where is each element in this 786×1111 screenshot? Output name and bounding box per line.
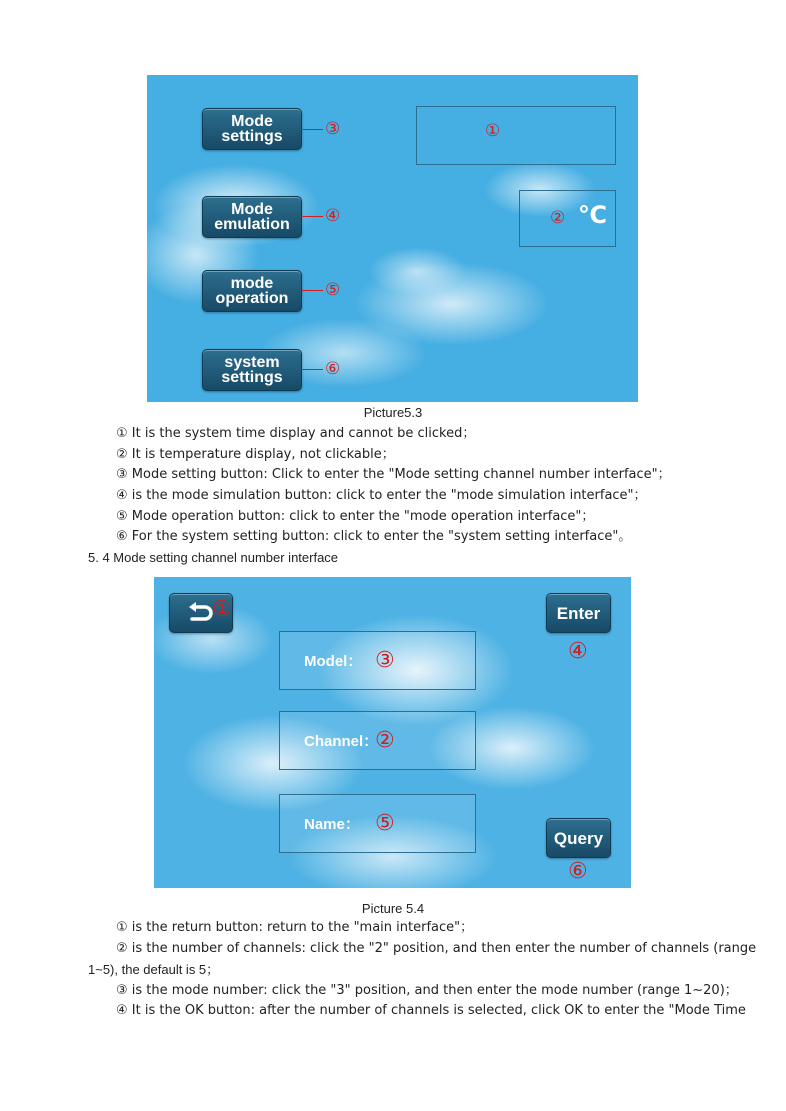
section-heading: 5. 4 Mode setting channel number interface xyxy=(88,550,339,565)
name-field[interactable] xyxy=(279,794,476,853)
annotation-marker-2: ② xyxy=(375,728,395,753)
annotation-marker-1: ① xyxy=(212,597,232,622)
list-item: ④ It is the OK button: after the number of channels is selected, click OK to enter the "Mode Time xyxy=(116,1003,746,1018)
channel-field[interactable] xyxy=(279,711,476,770)
list-item: ② It is temperature display, not clickable； xyxy=(116,447,395,462)
leader-line xyxy=(301,129,323,130)
picture-5-4-caption: Picture 5.4 xyxy=(361,901,425,916)
leader-line xyxy=(301,369,323,370)
leader-line xyxy=(301,290,323,291)
list-item: ③ Mode setting button: Click to enter the "Mode setting channel number interface"； xyxy=(116,467,671,482)
name-label: Name： xyxy=(304,816,360,833)
list-item: ⑤ Mode operation button: click to enter the "mode operation interface"； xyxy=(116,509,595,524)
list-item: ② is the number of channels: click the "2" position, and then enter the number of channels (range xyxy=(116,941,757,956)
main-interface-screenshot xyxy=(147,75,638,402)
mode-operation-button[interactable]: mode operation xyxy=(202,270,302,312)
annotation-marker-4: ④ xyxy=(325,206,341,226)
enter-button[interactable]: Enter xyxy=(546,593,611,633)
annotation-marker-3: ③ xyxy=(375,648,395,673)
model-field[interactable] xyxy=(279,631,476,690)
annotation-marker-3: ③ xyxy=(325,119,341,139)
list-item: 1~5), the default is 5； xyxy=(88,962,220,977)
annotation-marker-5: ⑤ xyxy=(325,280,341,300)
annotation-marker-6: ⑥ xyxy=(325,359,341,379)
temperature-display xyxy=(519,190,616,247)
annotation-marker-5: ⑤ xyxy=(375,811,395,836)
picture-5-3-caption: Picture5.3 xyxy=(363,405,423,420)
mode-emulation-button[interactable]: Mode emulation xyxy=(202,196,302,238)
mode-setting-channel-screenshot xyxy=(154,577,631,888)
list-item: ① It is the system time display and cannot be clicked； xyxy=(116,426,476,441)
list-item: ③ is the mode number: click the "3" position, and then enter the mode number (range 1~20)； xyxy=(116,983,738,998)
list-item: ⑥ For the system setting button: click to enter the "system setting interface"。 xyxy=(116,529,632,544)
model-label: Model： xyxy=(304,653,363,670)
list-item: ① is the return button: return to the "main interface"； xyxy=(116,920,474,935)
annotation-marker-6: ⑥ xyxy=(568,859,588,884)
mode-settings-button[interactable]: Mode settings xyxy=(202,108,302,150)
query-button[interactable]: Query xyxy=(546,818,611,858)
annotation-marker-2: ② xyxy=(550,208,566,228)
celsius-unit: ℃ xyxy=(578,202,608,229)
system-settings-button[interactable]: system settings xyxy=(202,349,302,391)
annotation-marker-4: ④ xyxy=(568,639,588,664)
list-item: ④ is the mode simulation button: click to enter the "mode simulation interface"； xyxy=(116,488,647,503)
channel-label: Channel： xyxy=(304,733,379,750)
system-time-display xyxy=(416,106,616,165)
leader-line xyxy=(301,216,323,217)
annotation-marker-1: ① xyxy=(485,121,501,141)
